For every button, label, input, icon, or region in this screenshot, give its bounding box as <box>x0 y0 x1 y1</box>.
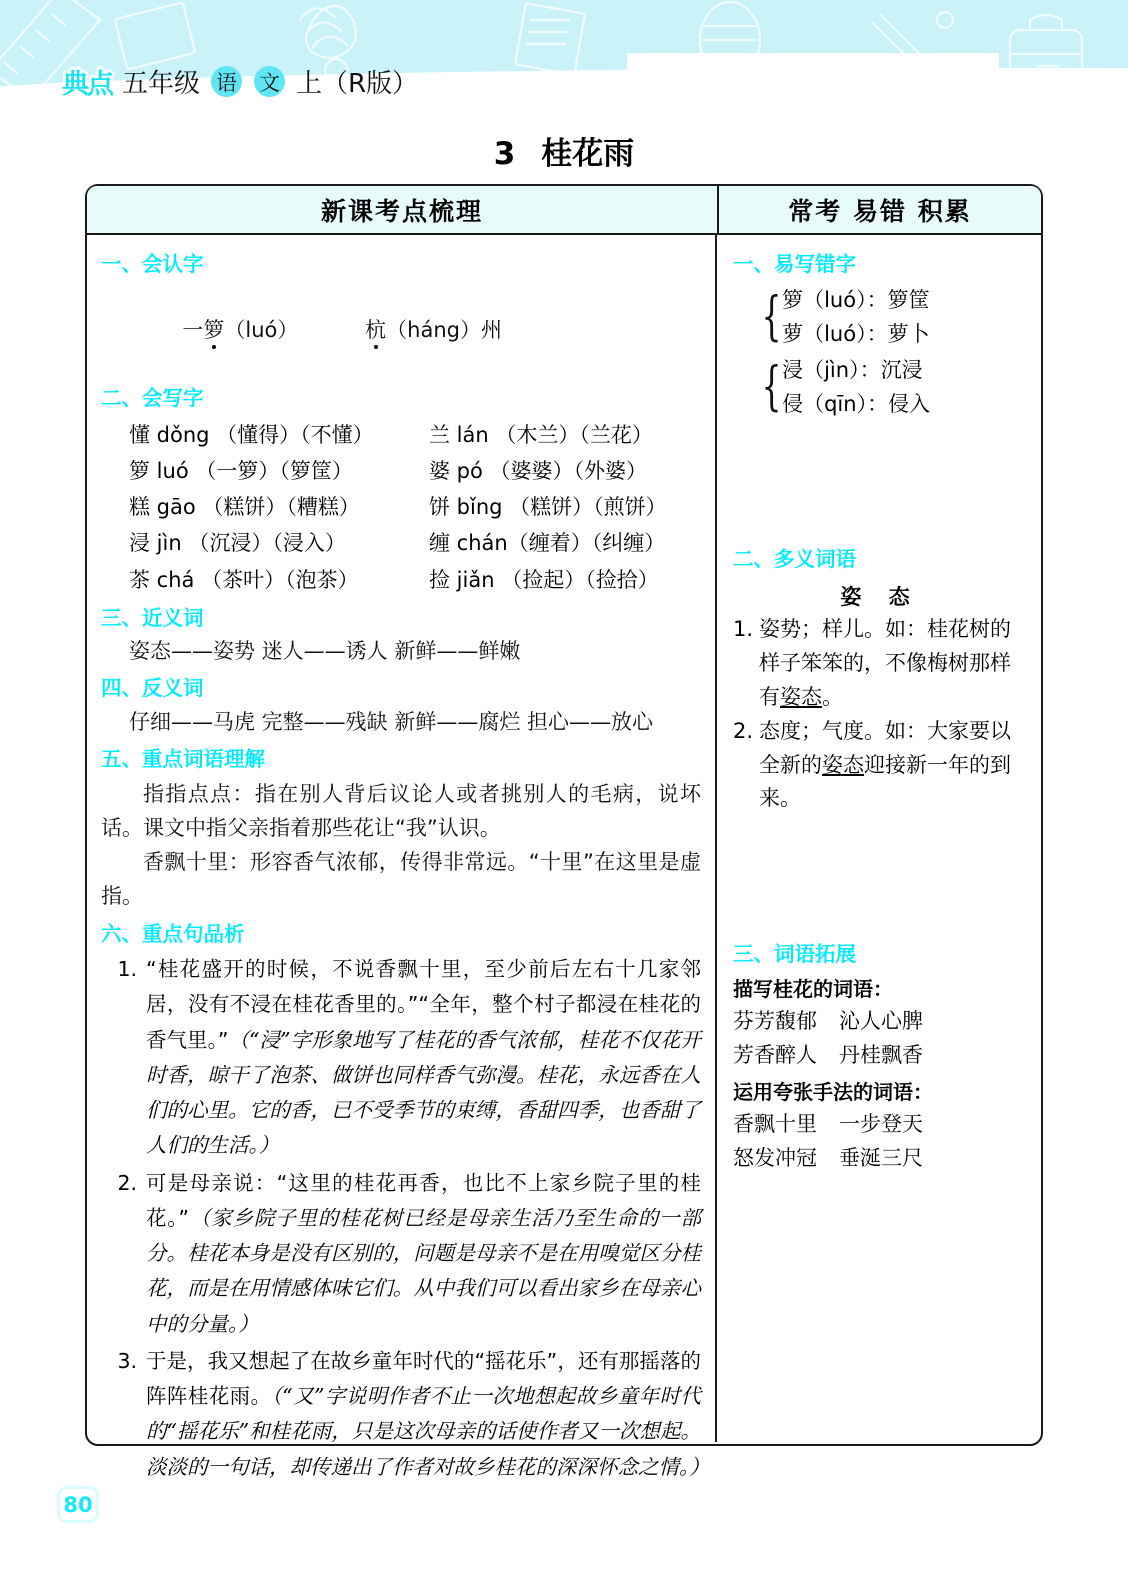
expansion-word: 芬芳馥郁 <box>733 1008 817 1033</box>
spacer-block <box>733 816 1027 934</box>
polysemy-sense-text <box>759 715 1027 816</box>
expansion-label: 运用夸张手法的词语： <box>733 1079 933 1104</box>
recognize-item-2-pinyin: （háng） <box>386 317 481 342</box>
write-row <box>101 453 701 489</box>
write-row-left: 浸 jìn （沉浸）（浸入） <box>129 531 346 556</box>
spacer-block <box>733 421 1027 539</box>
expansion-word: 一步登天 <box>839 1111 923 1136</box>
lesson-number: 3 <box>493 136 516 172</box>
write-row-left: 箩 luó （一箩）（箩筐） <box>129 459 353 484</box>
key-sentence-analysis: （家乡院子里的桂花树已经是母亲生活乃至生命的一部分。桂花本身是没有区别的，问题是母亲不是在用嗅觉区分桂花，而是在用情感体味它们。从中我们可以看出家乡在母亲心中的分量。） <box>146 1205 702 1336</box>
key-sentence-quote: “桂花盛开的时候，不说香飘十里，至少前后左右十几家邻居，没有不浸在桂花香里的。”“全年，整个村子都浸在桂花的香气里。” <box>146 957 701 1052</box>
polysemy-sense-text <box>759 613 1027 714</box>
write-row-left: 懂 dǒng （懂得）（不懂） <box>129 423 374 448</box>
expansion-row <box>733 1107 1027 1141</box>
key-sentence-number: 3. <box>117 1348 137 1373</box>
expansion-word: 丹桂飘香 <box>839 1042 923 1067</box>
expansion-word: 沁人心脾 <box>839 1008 923 1033</box>
sense-pre: 态度；气度。如：大家要以全新的 <box>759 719 1011 777</box>
recognize-chars-row <box>101 283 701 379</box>
write-row-right: 饼 bǐng （糕饼）（煎饼） <box>429 495 667 520</box>
sense-underlined-word: 姿态 <box>822 752 864 777</box>
subject-badge-1: 语 <box>211 66 242 97</box>
expansion-word: 垂涎三尺 <box>839 1145 923 1170</box>
section-heading-key-sentences: 六、重点句品析 <box>101 921 245 946</box>
expansion-row <box>733 1038 1027 1072</box>
write-row-right: 婆 pó （婆婆）（外婆） <box>429 459 648 484</box>
section-heading-polysemy: 二、多义词语 <box>733 546 856 571</box>
key-word-paragraph: 指指点点：指在别人背后议论人或者挑别人的毛病，说坏话。课文中指父亲指着那些花让“我”认识。 <box>101 782 701 841</box>
table-header-right: 常考 易错 积累 <box>788 196 972 226</box>
write-row <box>101 562 701 598</box>
spacer <box>298 318 365 342</box>
polysemy-sense-number: 1. <box>733 617 754 642</box>
table-header-left: 新课考点梳理 <box>87 186 719 233</box>
key-sentence-number: 2. <box>117 1170 137 1195</box>
confusable-group <box>733 283 1027 351</box>
write-row-right: 捡 jiǎn （捡起）（捡拾） <box>429 567 659 592</box>
section-heading-confusable: 一、易写错字 <box>733 252 856 276</box>
brand-logo: 典点 <box>62 69 112 100</box>
key-sentence-quote: 于是，我又想起了在故乡童年时代的“摇花乐”，还有那摇落的阵阵桂花雨。 <box>146 1348 701 1409</box>
confusable-group-items <box>782 283 930 351</box>
header-blank-box <box>627 53 999 101</box>
section-heading-recognize: 一、会认字 <box>101 252 204 276</box>
expansion-word: 香飘十里 <box>733 1111 817 1136</box>
brace-icon: { <box>761 286 782 347</box>
key-sentence-analysis: （“浸”字形象地写了桂花的香气浓郁，桂花不仅花开时香，晾干了泡茶、做饼也同样香气弥漫。桂花，永远香在人们的心里。它的香，已不受季节的束缚，香甜四季，也香甜了人们的生活。） <box>146 1027 701 1158</box>
expansion-word: 怒发冲冠 <box>733 1145 817 1170</box>
section-heading-synonyms: 三、近义词 <box>101 605 204 630</box>
key-sentence-text <box>146 1166 701 1342</box>
write-row-right: 缠 chán（缠着）（纠缠） <box>429 531 666 556</box>
lesson-title <box>0 128 1128 173</box>
right-column <box>717 235 1041 1442</box>
key-sentence-analysis: （“又”字说明作者不止一次地想起故乡童年时代的“摇花乐”和桂花雨，只是这次母亲的话使作者又一次想起。淡淡的一句话，却传递出了作者对故乡桂花的深深怀念之情。） <box>146 1384 710 1479</box>
polysemy-word: 姿 态 <box>840 585 920 610</box>
section-heading-write: 二、会写字 <box>101 386 204 411</box>
polysemy-sense <box>733 715 1027 816</box>
grade-label: 五年级 <box>122 69 201 99</box>
write-row-right: 兰 lán （木兰）（兰花） <box>429 423 653 448</box>
key-sentence-item <box>101 1344 710 1485</box>
expansion-word: 芳香醉人 <box>733 1042 817 1067</box>
polysemy-sense-number: 2. <box>733 719 754 744</box>
key-sentence-text <box>146 1344 710 1485</box>
recognize-item-1-pinyin: （luó） <box>224 317 299 342</box>
header-branding <box>62 62 418 101</box>
key-word-paragraph: 香飘十里：形容香气浓郁，传得非常远。“十里”在这里是虚指。 <box>101 850 701 909</box>
expansion-row <box>733 1004 1027 1038</box>
recognize-item-1-char: 箩 <box>203 317 225 342</box>
confusable-group-items <box>782 353 930 421</box>
table-body <box>87 235 1041 1479</box>
write-row-left: 糕 gāo （糕饼）（糟糕） <box>129 495 360 520</box>
key-sentence-item <box>101 1166 701 1342</box>
edition-label: 上（R版） <box>296 69 419 99</box>
lesson-name: 桂花雨 <box>541 136 635 172</box>
sense-pre: 姿势；样儿。如：桂花树的样子笨笨的，不像梅树那样有 <box>759 617 1011 709</box>
sense-underlined-word: 姿态 <box>780 684 822 709</box>
sense-post: 迎接新一年的到来。 <box>759 752 1011 811</box>
key-sentence-quote: 可是母亲说：“这里的桂花再香，也比不上家乡院子里的桂花。” <box>146 1170 701 1230</box>
recognize-item-2-post: 州 <box>481 317 502 342</box>
recognize-item-1-pre: 一 <box>182 317 204 342</box>
section-heading-word-expansion: 三、词语拓展 <box>733 941 856 966</box>
page-number: 80 <box>60 1489 96 1520</box>
write-row <box>101 417 701 453</box>
key-sentence-number: 1. <box>117 957 137 982</box>
write-row-left: 茶 chá （茶叶）（泡茶） <box>129 567 359 592</box>
confusable-entry: 侵（qīn）：侵入 <box>782 391 931 416</box>
table-header-row <box>87 186 1041 235</box>
sense-post: 。 <box>822 684 843 709</box>
key-sentence-item <box>101 952 701 1164</box>
expansion-label: 描写桂花的词语： <box>733 976 893 1001</box>
confusable-group <box>733 353 1027 421</box>
expansion-row <box>733 1141 1027 1175</box>
content-table <box>85 184 1043 1479</box>
confusable-entry: 浸（jìn）：沉浸 <box>782 357 923 382</box>
antonyms-content: 仔细——马虎 完整——残缺 新鲜——腐烂 担心——放心 <box>129 709 654 734</box>
write-row <box>101 489 701 525</box>
key-sentence-text <box>146 952 701 1164</box>
section-heading-key-words: 五、重点词语理解 <box>101 746 265 771</box>
subject-badge-2: 文 <box>254 66 285 97</box>
synonyms-content: 姿态——姿势 迷人——诱人 新鲜——鲜嫩 <box>129 639 521 664</box>
polysemy-sense <box>733 613 1027 714</box>
recognize-item-2-char: 杭 <box>365 317 387 342</box>
section-heading-antonyms: 四、反义词 <box>101 676 204 701</box>
confusable-entry: 萝（luó）：萝卜 <box>782 321 930 346</box>
brace-icon: { <box>761 356 782 417</box>
write-row <box>101 525 701 561</box>
left-column <box>87 235 717 1479</box>
confusable-entry: 箩（luó）：箩筐 <box>782 287 930 312</box>
